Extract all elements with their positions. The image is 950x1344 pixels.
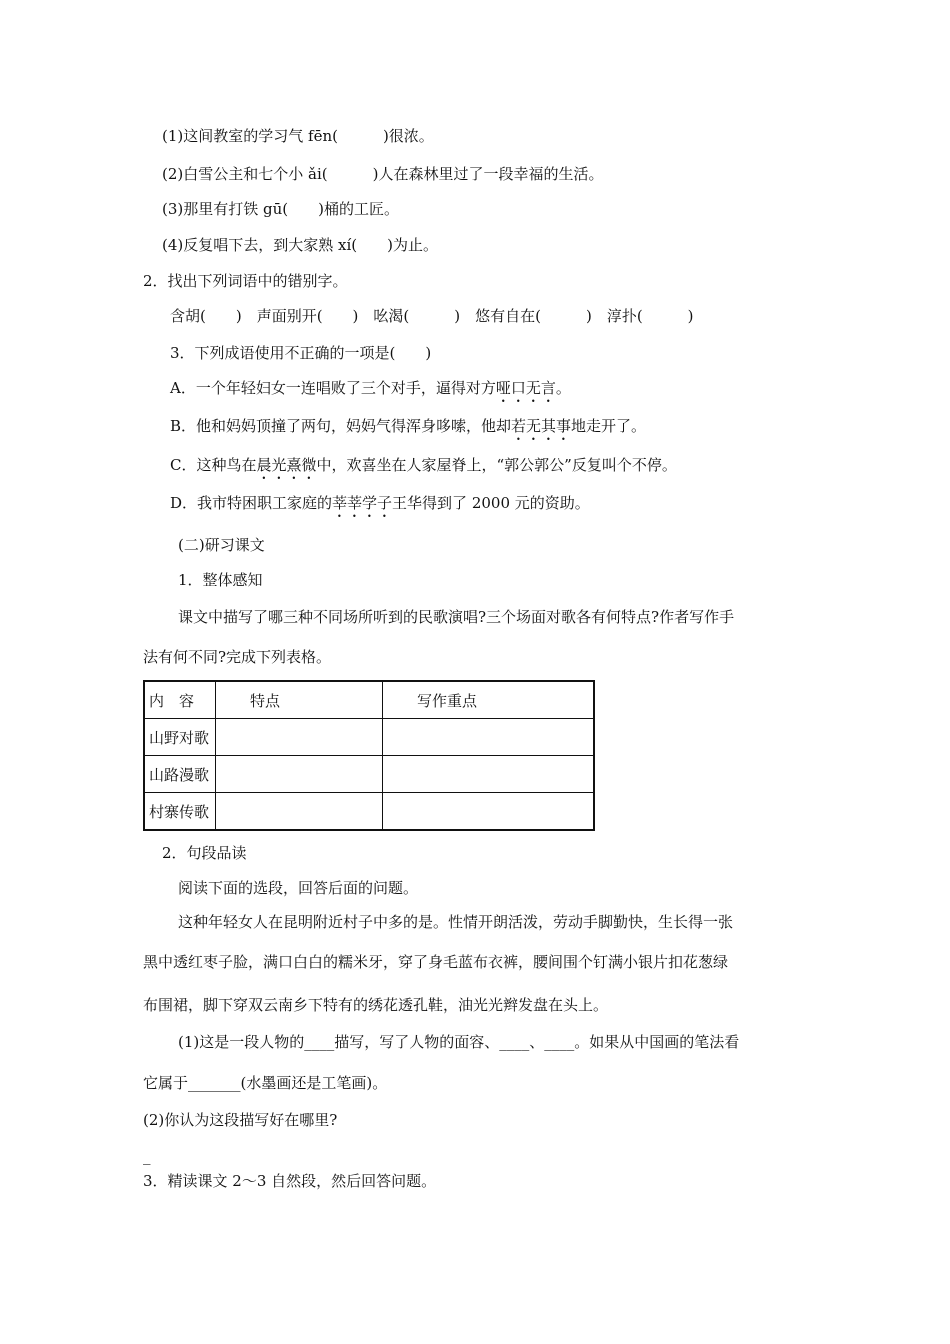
section2-title: (二)研习课文 [178, 536, 265, 554]
section2-intro-line1: 课文中描写了哪三种不同场所听到的民歌演唱?三个场面对歌各有何特点?作者写作手 [178, 608, 735, 626]
q3-title: 3．下列成语使用不正确的一项是( ) [170, 344, 432, 362]
table-cell[interactable] [383, 793, 595, 831]
comparison-table [143, 680, 595, 831]
table-row-label: 山野对歌 [144, 719, 216, 756]
q1-item-3: (3)那里有打铁 gū( )桶的工匠。 [162, 200, 399, 218]
table-cell[interactable] [383, 756, 595, 793]
q3-option-c-idiom: 晨光熹微 [256, 456, 317, 474]
section2-sub1: 1．整体感知 [178, 571, 263, 589]
q1-item-2: (2)白雪公主和七个小 ǎi( )人在森林里过了一段幸福的生活。 [162, 165, 604, 183]
table-cell[interactable] [216, 719, 383, 756]
table-header-row [144, 681, 594, 719]
q1-item-1: (1)这间教室的学习气 fēn( )很浓。 [162, 127, 434, 145]
table-row [144, 756, 594, 793]
q3-option-a: A．一个年轻妇女一连唱败了三个对手，逼得对方哑口无言。 [170, 379, 571, 397]
q2-title: 2．找出下列词语中的错别字。 [143, 272, 348, 290]
q3-option-c: C．这种鸟在晨光熹微中，欢喜坐在人家屋脊上，“郭公郭公”反复叫个不停。 [170, 456, 677, 474]
sub3-title: 3．精读课文 2～3 自然段，然后回答问题。 [143, 1172, 437, 1190]
table-row [144, 719, 594, 756]
q3-option-a-idiom: 哑口无言 [495, 379, 556, 397]
sub2-title: 2．句段品读 [162, 844, 247, 862]
table-header-writing-focus: 写作重点 [383, 681, 595, 719]
table-row-label: 山路漫歌 [144, 756, 216, 793]
sub2-instruction: 阅读下面的选段，回答后面的问题。 [178, 879, 419, 897]
q3-option-b: B．他和妈妈顶撞了两句，妈妈气得浑身哆嗦，他却若无其事地走开了。 [170, 417, 647, 435]
table-header-features: 特点 [216, 681, 383, 719]
sub2-q1-line1: (1)这是一段人物的____描写，写了人物的面容、____、____。如果从中国画的笔法看 [178, 1033, 740, 1051]
table-row-label: 村寨传歌 [144, 793, 216, 831]
table-row [144, 793, 594, 831]
sub2-q2: (2)你认为这段描写好在哪里? [143, 1111, 338, 1129]
passage-line3: 布围裙，脚下穿双云南乡下特有的绣花透孔鞋，油光光辫发盘在头上。 [143, 996, 609, 1014]
table-cell[interactable] [216, 793, 383, 831]
q3-option-d-idiom: 莘莘学子 [332, 494, 393, 512]
answer-blank: _ [143, 1147, 151, 1165]
q2-words: 含胡( ) 声面别开( ) 吆渴( ) 悠有自在( ) 淳扑( ) [170, 307, 694, 325]
table-cell[interactable] [383, 719, 595, 756]
table-cell[interactable] [216, 756, 383, 793]
section2-intro-line2: 法有何不同?完成下列表格。 [143, 648, 332, 666]
sub2-q1-line2: 它属于_______(水墨画还是工笔画)。 [143, 1074, 388, 1092]
passage-line1: 这种年轻女人在昆明附近村子中多的是。性情开朗活泼，劳动手脚勤快，生长得一张 [178, 913, 734, 931]
q3-option-d: D．我市特困职工家庭的莘莘学子王华得到了 2000 元的资助。 [170, 494, 590, 512]
q1-item-4: (4)反复唱下去，到大家熟 xí( )为止。 [162, 236, 438, 254]
passage-line2: 黑中透红枣子脸，满口白白的糯米牙，穿了身毛蓝布衣裤，腰间围个钉满小银片扣花葱绿 [143, 953, 729, 971]
q3-option-b-idiom: 若无其事 [511, 417, 572, 435]
table-header-content: 内 容 [144, 681, 216, 719]
